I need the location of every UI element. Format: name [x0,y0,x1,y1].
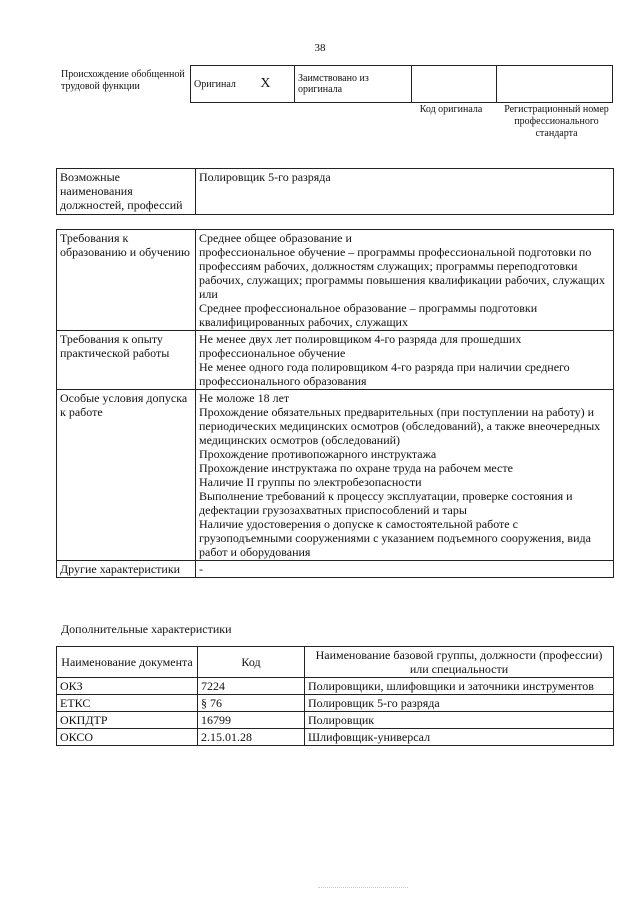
origin-label: Происхождение обобщенной трудовой функции [61,69,185,92]
row-doc: ЕТКС [57,695,198,712]
req-line: Прохождение обязательных предварительных (при поступлении на работу) и периодических медицинских осмотров (обследований), а также внеочередных медицинских осмотров (обследований) [199,405,601,447]
req-line: Прохождение противопожарного инструктажа [199,447,437,461]
req-row-education [57,230,614,331]
req-row-experience [57,331,614,390]
req-value [196,230,614,331]
table-row [57,729,614,746]
code-original-cell [412,66,497,103]
req-value [196,390,614,561]
bottom-stamp [318,887,408,898]
req-line: Выполнение требований к процессу эксплуатации, проверке состояния и дефектации грузозахватных приспособлений и тары [199,489,573,517]
req-line: Наличие удостоверения о допуске к самостоятельной работе с грузоподъемными сооружениями с указанием подъемного сооружения, вида работ и оборудования [199,517,591,559]
req-line: профессиональное обучение – программы профессиональной подготовки по профессиям рабочих, должностям служащих; программы переподготовки рабочих, служащих; программы повышения квалификации рабочих, служащих [199,245,605,287]
req-line: Прохождение инструктажа по охране труда на рабочем месте [199,461,513,475]
req-line: Среднее общее образование и [199,231,352,245]
row-code: 7224 [198,678,305,695]
requirements-table [56,229,614,578]
row-name: Шлифовщик-универсал [305,729,614,746]
table-row [57,678,614,695]
row-name: Полировщики, шлифовщики и заточники инструментов [305,678,614,695]
req-line: или [199,287,218,301]
req-row-conditions [57,390,614,561]
row-doc: ОКСО [57,729,198,746]
original-cell [191,66,295,103]
positions-label: Возможные наименования должностей, профессий [57,169,196,215]
req-value [196,331,614,390]
original-mark: X [260,76,271,91]
codes-header-row [57,647,614,678]
req-label: Требования к образованию и обучению [57,230,196,331]
req-label: Особые условия допуска к работе [57,390,196,561]
original-label: Оригинал [194,79,236,90]
req-line: Наличие II группы по электробезопасности [199,475,422,489]
row-code: 16799 [198,712,305,729]
row-code: § 76 [198,695,305,712]
reg-number-caption: Регистрационный номер профессионального стандарта [504,104,609,139]
req-line: Не менее одного года полировщиком 4-го разряда при наличии среднего профессионального образования [199,360,570,388]
positions-table [56,168,614,215]
row-doc: ОКЗ [57,678,198,695]
row-doc: ОКПДТР [57,712,198,729]
req-label: Другие характеристики [57,561,196,578]
row-name: Полировщик 5-го разряда [305,695,614,712]
table-row [57,695,614,712]
code-original-caption: Код оригинала [419,104,483,115]
row-name: Полировщик [305,712,614,729]
table-row [57,712,614,729]
req-line: - [199,562,203,576]
req-line: Не менее двух лет полировщиком 4-го разряда для прошедших профессиональное обучение [199,332,522,360]
req-line: Среднее профессиональное образование – программы подготовки квалифицированных рабочих, служащих [199,301,538,329]
req-value [196,561,614,578]
row-code: 2.15.01.28 [198,729,305,746]
reg-number-cell [497,66,613,103]
header-name: Наименование базовой группы, должности (профессии) или специальности [305,647,614,678]
page-number: 38 [314,42,326,54]
header-doc: Наименование документа [57,647,198,678]
req-label: Требования к опыту практической работы [57,331,196,390]
codes-table [56,646,614,746]
borrowed-cell: Заимствовано из оригинала [295,66,412,103]
req-row-other [57,561,614,578]
header-code: Код [198,647,305,678]
extra-heading: Дополнительные характеристики [61,622,232,636]
req-line: Не моложе 18 лет [199,391,290,405]
positions-value: Полировщик 5-го разряда [196,169,614,215]
origin-table [190,65,613,103]
